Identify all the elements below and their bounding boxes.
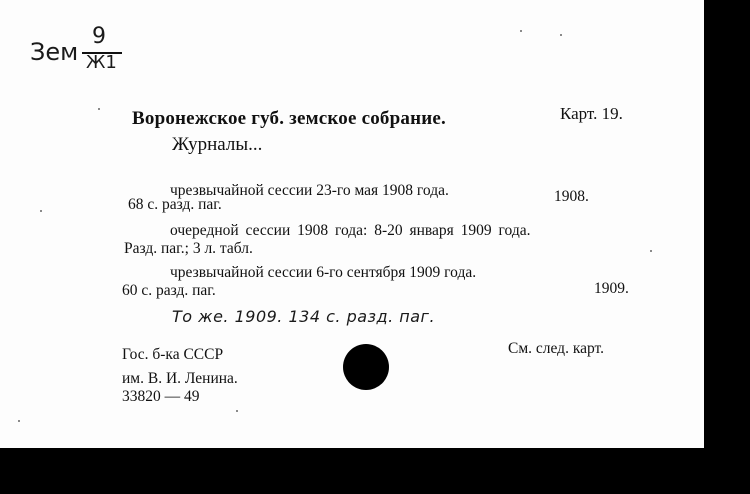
shelf-mark-denominator: Ж1 [86, 52, 117, 73]
entry-1-pagination: 68 с. разд. паг. [128, 196, 222, 213]
entry-2-description: очередной сессии 1908 года: 8-20 января 1909 года. [170, 222, 531, 239]
ink-speck [560, 34, 562, 36]
entry-3-year: 1909. [594, 280, 629, 297]
entry-1-year: 1908. [554, 188, 589, 205]
ink-speck [650, 250, 652, 252]
ink-speck [18, 420, 20, 422]
entry-1-description: чрезвычайной сессии 23-го мая 1908 года. [170, 182, 449, 199]
scan-background [704, 0, 750, 494]
card-number: Карт. 19. [560, 104, 623, 123]
imprint-line-1: Гос. б-ка СССР [122, 346, 224, 363]
ink-speck [98, 108, 100, 110]
ink-speck [520, 30, 522, 32]
card-heading: Воронежское губ. земское собрание. [132, 108, 446, 129]
entry-3-pagination: 60 с. разд. паг. [122, 282, 216, 299]
entry-3-description: чрезвычайной сессии 6-го сентября 1909 года. [170, 264, 477, 281]
handwritten-note: То же. 1909. 134 с. разд. паг. [172, 307, 436, 326]
ink-speck [40, 210, 42, 212]
shelf-mark [26, 26, 126, 76]
punch-hole [343, 344, 389, 390]
entry-2-pagination: Разд. паг.; 3 л. табл. [124, 240, 253, 257]
card-subheading: Журналы... [172, 134, 263, 155]
shelf-mark-prefix: Зем [30, 38, 79, 66]
shelf-mark-numerator: 9 [92, 24, 106, 49]
ink-speck [236, 410, 238, 412]
imprint-line-2: им. В. И. Ленина. [122, 370, 238, 387]
imprint-line-3: 33820 — 49 [122, 388, 200, 405]
cross-reference: См. след. карт. [508, 340, 605, 357]
